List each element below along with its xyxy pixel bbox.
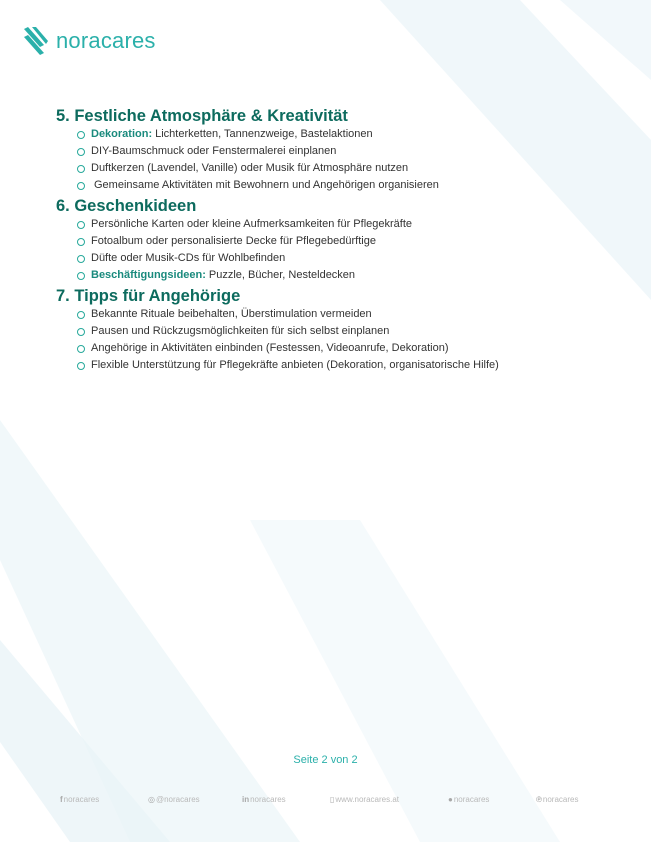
item-text: Duftkerzen (Lavendel, Vanille) oder Musik für Atmosphäre nutzen (91, 162, 409, 174)
circle-bullet-icon (77, 221, 85, 229)
item-highlight: Beschäftigungsideen: (91, 269, 206, 281)
list-item (77, 160, 616, 177)
youtube-icon: ● (448, 795, 453, 804)
page-number: Seite 2 von 2 (293, 754, 358, 766)
youtube-label: noracares (453, 795, 490, 804)
circle-bullet-icon (77, 362, 85, 370)
pinterest-label: noracares (542, 795, 579, 804)
section-list (56, 126, 616, 194)
item-text: Düfte oder Musik-CDs für Wohlbefinden (91, 252, 286, 264)
brand-logo (24, 27, 156, 55)
document-content (56, 106, 616, 376)
noracares-logo-icon (24, 27, 48, 55)
circle-bullet-icon (77, 345, 85, 353)
linkedin-label: noracares (250, 795, 286, 804)
pinterest-link[interactable] (536, 795, 578, 804)
list-item (77, 340, 616, 357)
section-title: 5. Festliche Atmosphäre & Kreativität (56, 107, 348, 125)
instagram-link[interactable] (148, 795, 200, 804)
brand-name: noracares (56, 28, 156, 53)
phone-icon: ▯ (330, 795, 335, 804)
section-list (56, 216, 616, 284)
list-item (77, 177, 616, 194)
list-item (77, 357, 616, 374)
section-title: 7. Tipps für Angehörige (56, 287, 241, 305)
instagram-label: @noracares (155, 795, 200, 804)
item-text: Flexible Unterstützung für Pflegekräfte anbieten (Dekoration, organisatorische Hilfe) (91, 359, 499, 371)
facebook-link[interactable] (60, 795, 99, 804)
list-item (77, 323, 616, 340)
circle-bullet-icon (77, 131, 85, 139)
pinterest-icon: ℗ (536, 795, 542, 804)
list-item (77, 143, 616, 160)
item-text: Fotoalbum oder personalisierte Decke für Pflegebedürftige (91, 235, 376, 247)
circle-bullet-icon (77, 238, 85, 246)
circle-bullet-icon (77, 255, 85, 263)
linkedin-icon: in (242, 795, 250, 804)
list-item (77, 267, 616, 284)
social-footer (0, 795, 651, 807)
item-text: Pausen und Rückzugsmöglichkeiten für sich selbst einplanen (91, 325, 390, 337)
youtube-link[interactable] (448, 795, 489, 804)
item-text: Lichterketten, Tannenzweige, Bastelaktionen (155, 128, 373, 140)
linkedin-link[interactable] (242, 795, 286, 804)
section-list (56, 306, 616, 374)
item-text: Angehörige in Aktivitäten einbinden (Festessen, Videoanrufe, Dekoration) (91, 342, 449, 354)
website-label: www.noracares.at (335, 795, 399, 804)
item-text: Gemeinsame Aktivitäten mit Bewohnern und Angehörigen organisieren (94, 179, 439, 191)
list-item (77, 250, 616, 267)
list-item (77, 126, 616, 143)
list-item (77, 306, 616, 323)
circle-bullet-icon (77, 328, 85, 336)
facebook-icon: f (60, 795, 63, 804)
list-item (77, 233, 616, 250)
section-title: 6. Geschenkideen (56, 197, 197, 215)
website-link[interactable] (330, 795, 399, 804)
facebook-label: noracares (63, 795, 100, 804)
circle-bullet-icon (77, 165, 85, 173)
circle-bullet-icon (77, 148, 85, 156)
circle-bullet-icon (77, 272, 85, 280)
item-highlight: Dekoration: (91, 128, 153, 140)
instagram-icon: ◎ (148, 795, 155, 804)
circle-bullet-icon (77, 182, 85, 190)
item-text: Bekannte Rituale beibehalten, Überstimulation vermeiden (91, 308, 372, 320)
list-item (77, 216, 616, 233)
circle-bullet-icon (77, 311, 85, 319)
item-text: Persönliche Karten oder kleine Aufmerksamkeiten für Pflegekräfte (91, 218, 412, 230)
item-text: Puzzle, Bücher, Nesteldecken (208, 269, 356, 281)
item-text: DIY-Baumschmuck oder Fenstermalerei einplanen (91, 145, 337, 157)
